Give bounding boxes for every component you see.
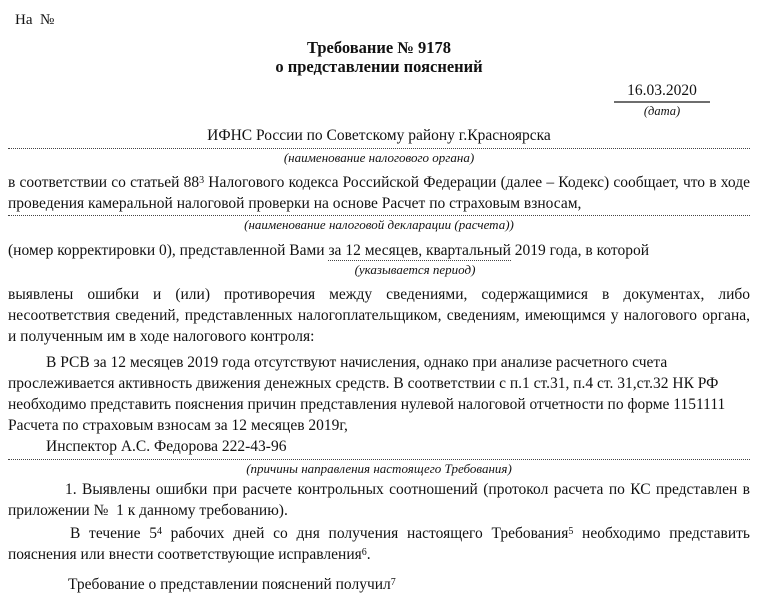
deadline-text-2: рабочих дней со дня получения настоящего Требования bbox=[161, 525, 569, 542]
period-text-after: 2019 года, в которой bbox=[510, 242, 650, 259]
inspector-line: Инспектор А.С. Федорова 222-43-96 bbox=[46, 438, 287, 455]
period-caption: (указывается период) bbox=[354, 262, 476, 277]
deadline-paragraph bbox=[8, 523, 750, 565]
declaration-caption: (наименование налоговой декларации (расчета)) bbox=[244, 217, 514, 232]
footnote-sup-5: 5 bbox=[568, 526, 574, 537]
authority-name: ИФНС России по Советскому району г.Красноярска bbox=[8, 127, 750, 149]
footnote-sup-7: 7 bbox=[390, 577, 396, 588]
reference-number: На № bbox=[15, 12, 55, 28]
reason-paragraph: В РСВ за 12 месяцев 2019 года отсутствуют начисления, однако при анализе расчетного счета прослеживается активность движения денежных средств. В соответствии с п.1 ст.31, п.4 ст. 31,ст.32 НК РФ необходимо представить пояснения причин представления нулевой налоговой отчетности по форме 1151111 Расчета по страховым взносам за 12 месяцев 2019г, bbox=[8, 354, 726, 434]
title-line2: о представлении пояснений bbox=[275, 57, 483, 76]
received-text: Требование о представлении пояснений получил bbox=[68, 576, 391, 593]
authority-caption: (наименование налогового органа) bbox=[283, 150, 475, 165]
period-underlined-value: за 12 месяцев, квартальный bbox=[328, 242, 511, 259]
intro-text-2: Налогового кодекса Российской Федерации (далее – Кодекс) сообщает, что в ходе проведения камеральной налоговой проверки на основе Расчет по страховым взносам, bbox=[8, 174, 750, 212]
footnote-sup-6: 6 bbox=[361, 547, 367, 558]
period-text-before: (номер корректировки 0), представленной Вами bbox=[8, 242, 329, 259]
footnote-sup-4: 4 bbox=[156, 526, 162, 537]
title-line1: Требование № 9178 bbox=[306, 38, 452, 57]
authority-block bbox=[8, 127, 750, 165]
document-title bbox=[8, 38, 750, 76]
reason-caption: (причины направления настоящего Требования) bbox=[246, 461, 512, 476]
reason-section bbox=[8, 352, 750, 460]
errors-paragraph: выявлены ошибки и (или) противоречия между сведениями, содержащимися в документах, либо несоответствия сведений, представленных налогоплательщиком, сведениям, имеющимся у налогового органа, и полученным им в ходе налогового контроля: bbox=[8, 286, 750, 345]
date-value: 16.03.2020 bbox=[614, 82, 710, 103]
deadline-text-3: необходимо представить пояснения или внести соответствующие исправления bbox=[8, 525, 750, 563]
intro-paragraph bbox=[8, 172, 750, 216]
date-caption: (дата) bbox=[643, 104, 681, 118]
item1-paragraph: 1. Выявлены ошибки при расчете контрольных соотношений (протокол расчета по КС представлен в приложении № 1 к данному требованию). bbox=[8, 481, 750, 519]
date-block bbox=[614, 82, 710, 119]
deadline-text-1: В течение 5 bbox=[70, 525, 157, 542]
deadline-text-4: . bbox=[366, 546, 371, 563]
period-line bbox=[8, 240, 750, 261]
intro-text-1: в соответствии со статьей 88 bbox=[8, 174, 200, 191]
received-line bbox=[8, 574, 750, 595]
footnote-sup-3: 3 bbox=[199, 175, 205, 186]
